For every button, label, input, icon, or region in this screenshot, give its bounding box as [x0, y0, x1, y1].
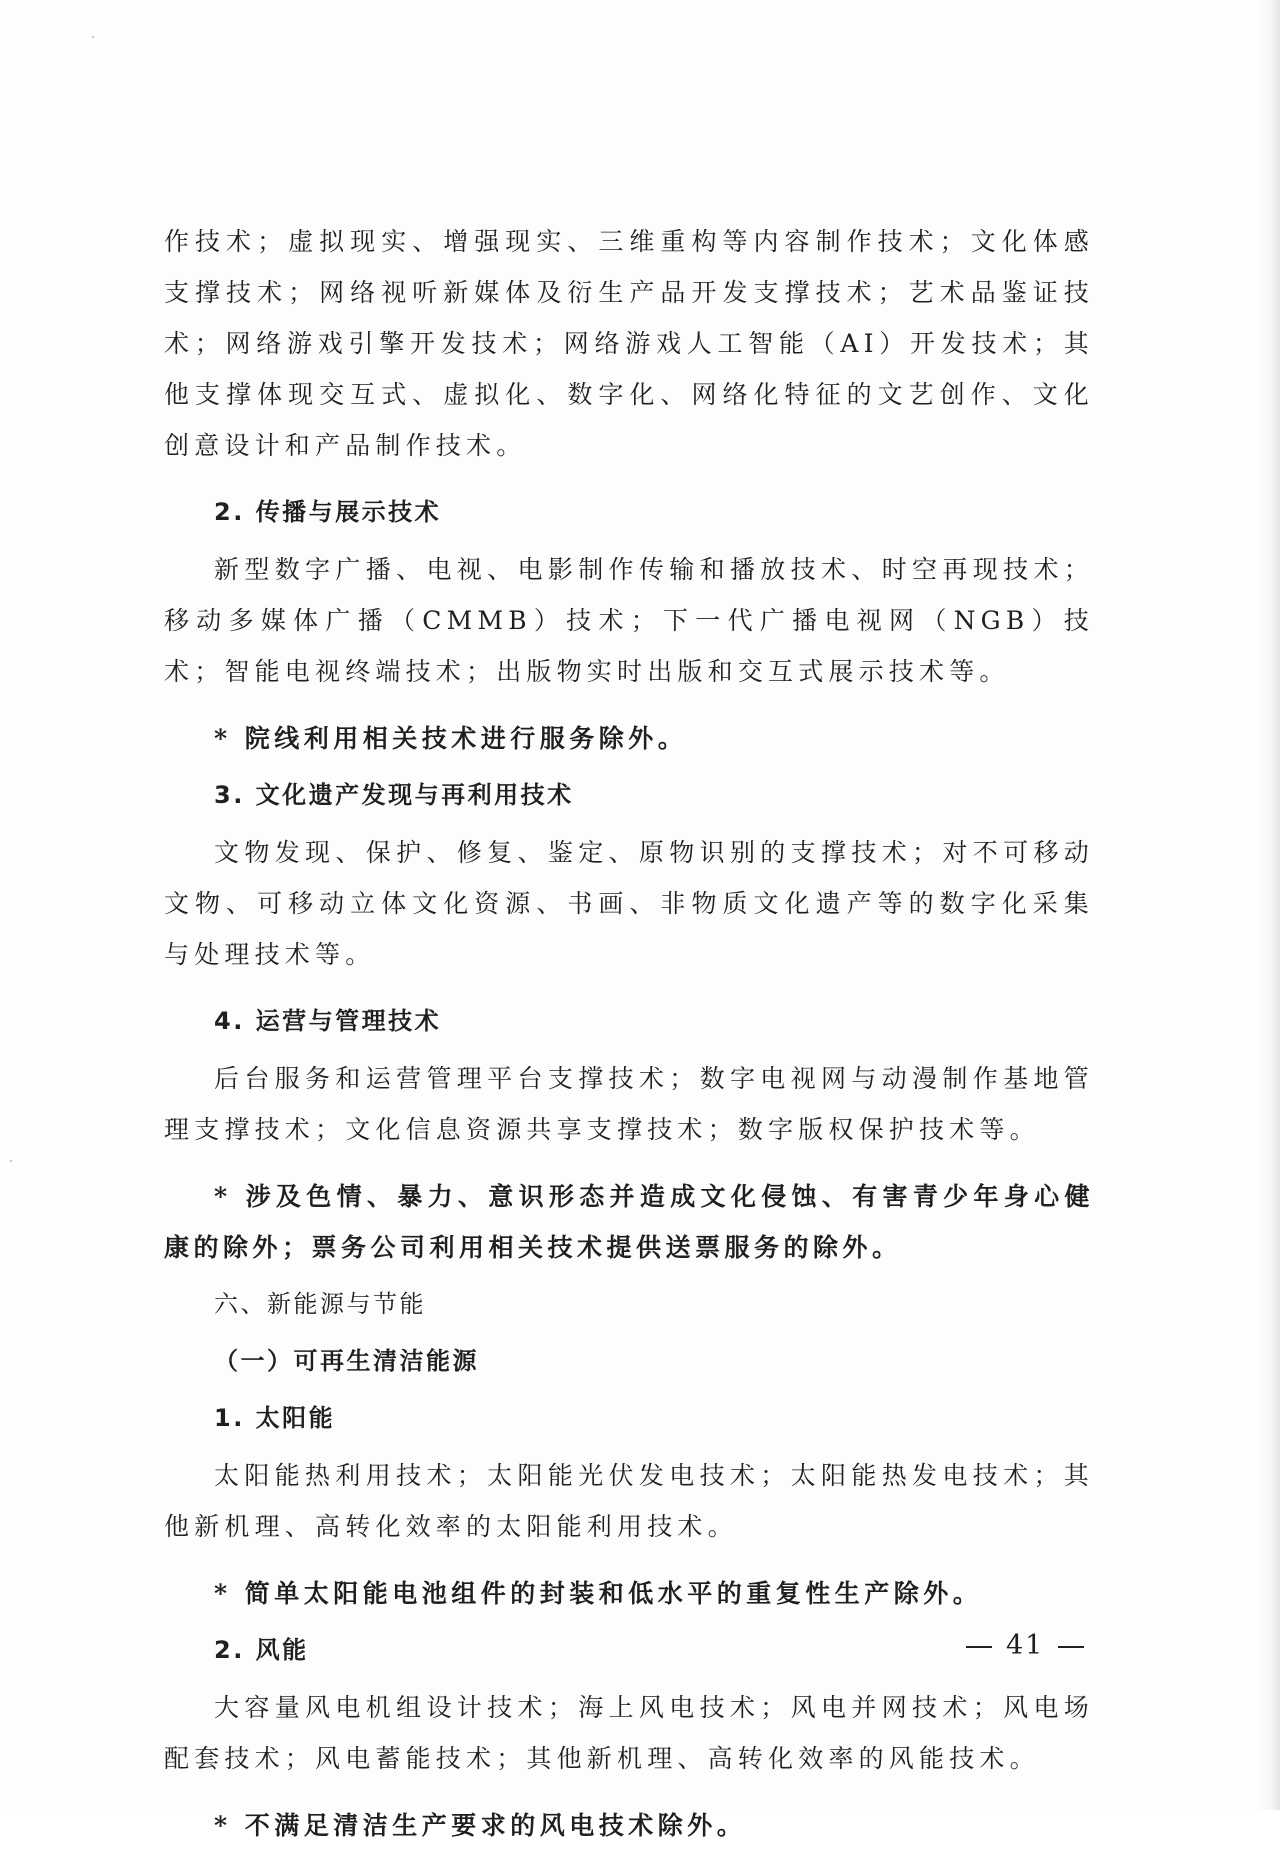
exclusion-note-wind: * 不满足清洁生产要求的风电技术除外。: [214, 1811, 747, 1840]
heading-solar-energy: 1. 太阳能: [214, 1404, 336, 1432]
heading-broadcast-display-tech: 2. 传播与展示技术: [214, 498, 442, 526]
paragraph-cultural-heritage-tech: 文物发现、保护、修复、鉴定、原物识别的支撑技术；对不可移动文物、可移动立体文化资源、书画、非物质文化遗产等的数字化采集与处理技术等。: [164, 838, 1094, 969]
paragraph-wind-energy: 大容量风电机组设计技术；海上风电技术；风电并网技术；风电场配套技术；风电蓄能技术；其他新机理、高转化效率的风能技术。: [164, 1693, 1094, 1773]
exclusion-note-harmful-content: * 涉及色情、暴力、意识形态并造成文化侵蚀、有害青少年身心健康的除外；票务公司利用相关技术提供送票服务的除外。: [164, 1182, 1094, 1262]
scan-speck: [92, 36, 94, 38]
paragraph-digital-content-tech: 作技术；虚拟现实、增强现实、三维重构等内容制作技术；文化体感支撑技术；网络视听新媒体及衍生产品开发支撑技术；艺术品鉴证技术；网络游戏引擎开发技术；网络游戏人工智能（AI）开发技术；其他支撑体现交互式、虚拟化、数字化、网络化特征的文艺创作、文化创意设计和产品制作技术。: [164, 227, 1094, 460]
page-number-dash-left: [966, 1646, 992, 1648]
heading-cultural-heritage-tech: 3. 文化遗产发现与再利用技术: [214, 781, 574, 809]
paragraph-solar-energy: 太阳能热利用技术；太阳能光伏发电技术；太阳能热发电技术；其他新机理、高转化效率的太阳能利用技术。: [164, 1461, 1094, 1541]
heading-wind-energy: 2. 风能: [214, 1636, 309, 1664]
heading-operation-management-tech: 4. 运营与管理技术: [214, 1007, 442, 1035]
section-heading-renewable-energy: （一）可再生清洁能源: [214, 1347, 479, 1375]
page-number-dash-right: [1058, 1646, 1084, 1648]
scan-speck: [10, 1160, 12, 1162]
exclusion-note-solar: * 简单太阳能电池组件的封装和低水平的重复性生产除外。: [214, 1579, 983, 1608]
chapter-heading-new-energy: 六、新能源与节能: [214, 1290, 426, 1318]
scan-edge-shadow: [1258, 0, 1280, 1810]
paragraph-broadcast-display-tech: 新型数字广播、电视、电影制作传输和播放技术、时空再现技术；移动多媒体广播（CMMB）技术；下一代广播电视网（NGB）技术；智能电视终端技术；出版物实时出版和交互式展示技术等。: [164, 555, 1094, 686]
page-number: [952, 1630, 1098, 1661]
page-number-value: 41: [1006, 1630, 1045, 1661]
paragraph-operation-management-tech: 后台服务和运营管理平台支撑技术；数字电视网与动漫制作基地管理支撑技术；文化信息资源共享支撑技术；数字版权保护技术等。: [164, 1064, 1094, 1144]
document-body: [164, 216, 1094, 1857]
exclusion-note-cinema: * 院线利用相关技术进行服务除外。: [214, 724, 688, 753]
